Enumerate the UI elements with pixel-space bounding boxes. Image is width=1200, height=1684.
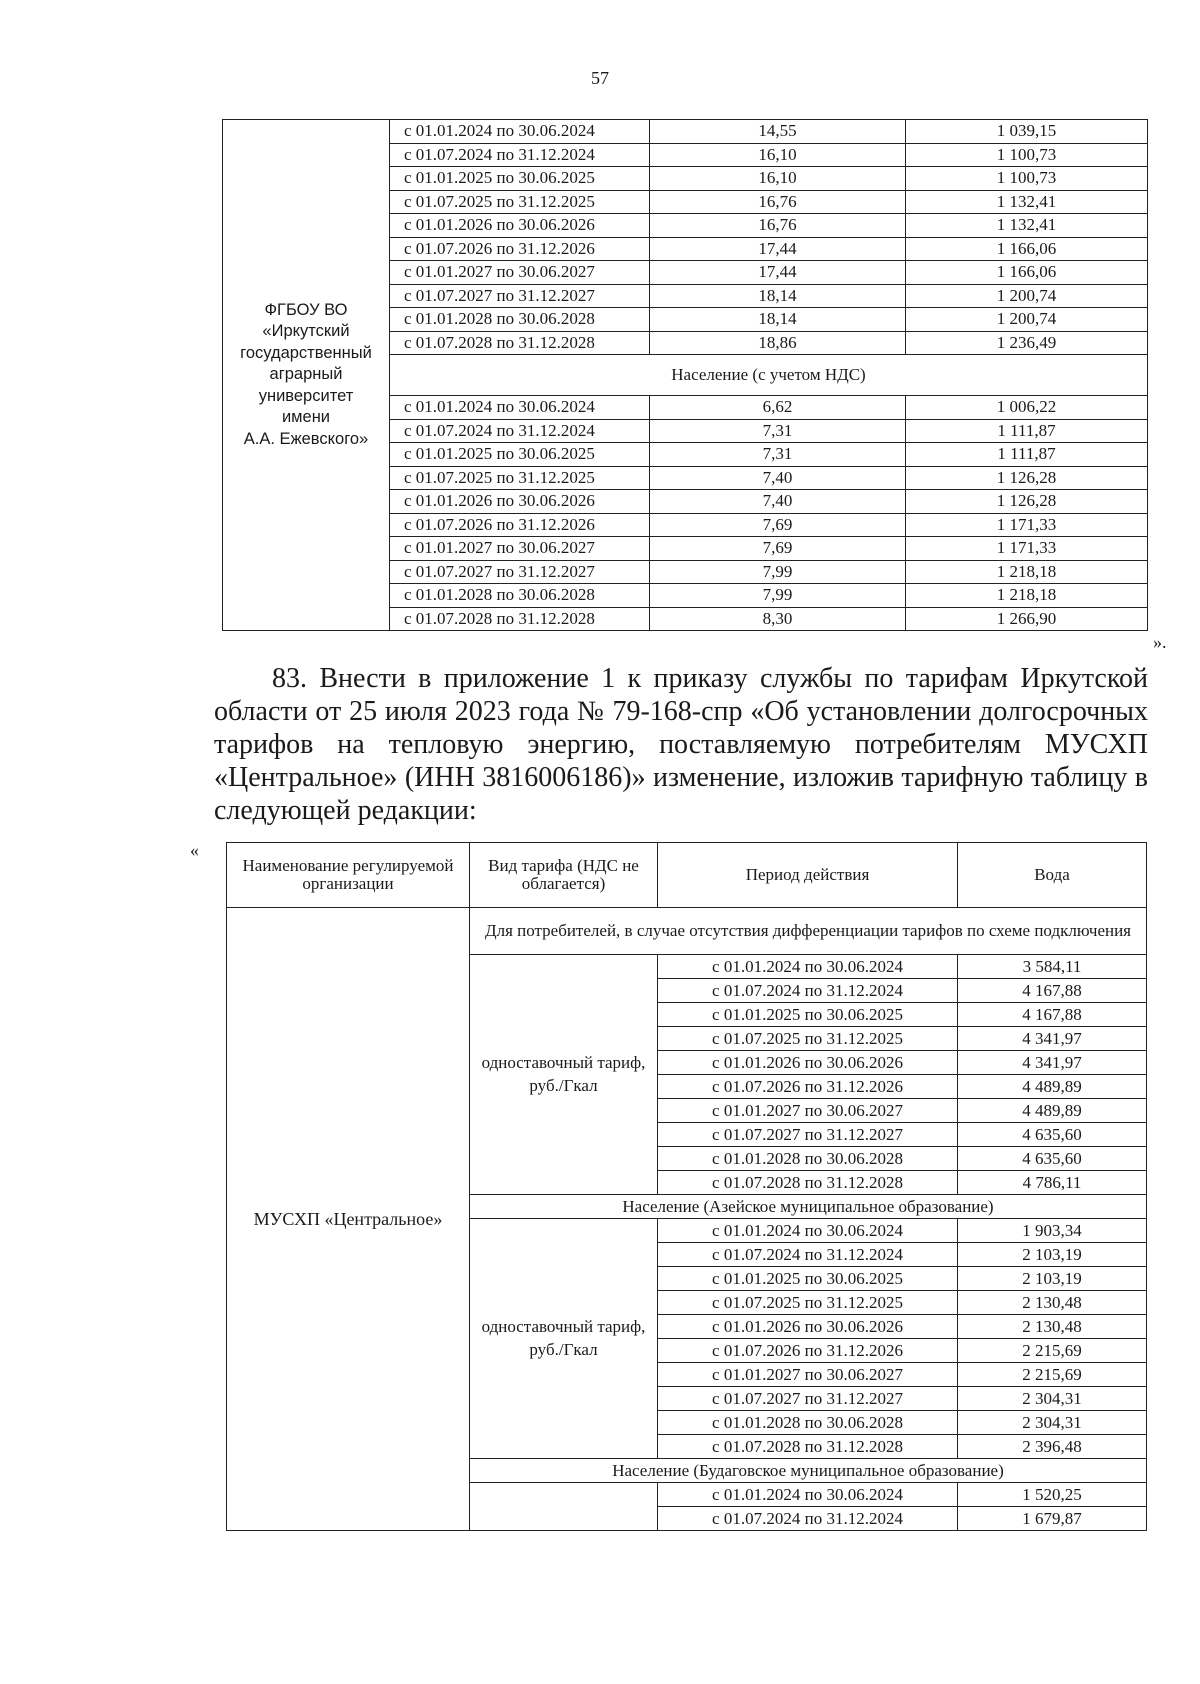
value-cell: 1 166,06 xyxy=(906,261,1148,285)
value-cell: 17,44 xyxy=(650,261,906,285)
value-cell: 1 200,74 xyxy=(906,308,1148,332)
period-cell: с 01.01.2025 по 30.06.2025 xyxy=(658,1267,958,1291)
period-cell: с 01.07.2024 по 31.12.2024 xyxy=(390,143,650,167)
value-cell: 2 215,69 xyxy=(958,1339,1147,1363)
value-cell: 7,40 xyxy=(650,466,906,490)
value-cell: 1 520,25 xyxy=(958,1483,1147,1507)
value-cell: 1 679,87 xyxy=(958,1507,1147,1531)
value-cell: 1 039,15 xyxy=(906,120,1148,144)
period-cell: с 01.01.2024 по 30.06.2024 xyxy=(658,1483,958,1507)
paragraph-83: 83. Внести в приложение 1 к приказу службы по тарифам Иркутской области от 25 июля 2023 года № 79-168-спр «Об установлении долгосрочных тарифов на тепловую энергию, поставляемую потребителям МУСХП «Центральное» (ИНН 3816006186)» изменение, изложив тарифную таблицу в следующей редакции: xyxy=(214,663,1148,826)
value-cell: 16,10 xyxy=(650,167,906,191)
period-cell: с 01.07.2025 по 31.12.2025 xyxy=(390,466,650,490)
value-cell: 18,14 xyxy=(650,284,906,308)
period-cell: с 01.07.2026 по 31.12.2026 xyxy=(658,1075,958,1099)
tariff-kind: одноставочный тариф, руб./Гкал xyxy=(470,1219,658,1459)
value-cell: 2 215,69 xyxy=(958,1363,1147,1387)
value-cell: 1 171,33 xyxy=(906,537,1148,561)
value-cell: 4 341,97 xyxy=(958,1027,1147,1051)
group-label: Население (с учетом НДС) xyxy=(390,355,1148,396)
period-cell: с 01.01.2025 по 30.06.2025 xyxy=(658,1003,958,1027)
period-cell: с 01.01.2024 по 30.06.2024 xyxy=(390,120,650,144)
value-cell: 1 903,34 xyxy=(958,1219,1147,1243)
period-cell: с 01.07.2028 по 31.12.2028 xyxy=(658,1171,958,1195)
period-cell: с 01.07.2025 по 31.12.2025 xyxy=(658,1027,958,1051)
period-cell: с 01.01.2027 по 30.06.2027 xyxy=(390,261,650,285)
period-cell: с 01.07.2026 по 31.12.2026 xyxy=(390,513,650,537)
organization-name-line: государственный xyxy=(240,343,372,362)
value-cell: 4 167,88 xyxy=(958,979,1147,1003)
value-cell: 16,76 xyxy=(650,214,906,238)
period-cell: с 01.01.2028 по 30.06.2028 xyxy=(390,584,650,608)
value-cell: 7,40 xyxy=(650,490,906,514)
value-cell: 2 130,48 xyxy=(958,1315,1147,1339)
value-cell: 14,55 xyxy=(650,120,906,144)
period-cell: с 01.07.2026 по 31.12.2026 xyxy=(658,1339,958,1363)
value-cell: 7,31 xyxy=(650,443,906,467)
period-cell: с 01.07.2027 по 31.12.2027 xyxy=(658,1123,958,1147)
value-cell: 4 341,97 xyxy=(958,1051,1147,1075)
period-cell: с 01.01.2024 по 30.06.2024 xyxy=(390,396,650,420)
organization-name-line: ФГБОУ ВО xyxy=(264,300,348,319)
period-cell: с 01.07.2027 по 31.12.2027 xyxy=(658,1387,958,1411)
value-cell: 2 304,31 xyxy=(958,1387,1147,1411)
value-cell: 4 635,60 xyxy=(958,1147,1147,1171)
tariff-table-centralnoe xyxy=(226,842,1147,1531)
value-cell: 7,31 xyxy=(650,419,906,443)
value-cell: 4 786,11 xyxy=(958,1171,1147,1195)
value-cell: 6,62 xyxy=(650,396,906,420)
period-cell: с 01.07.2024 по 31.12.2024 xyxy=(658,1507,958,1531)
period-cell: с 01.01.2028 по 30.06.2028 xyxy=(658,1411,958,1435)
period-cell: с 01.01.2025 по 30.06.2025 xyxy=(390,167,650,191)
value-cell: 4 489,89 xyxy=(958,1099,1147,1123)
period-cell: с 01.07.2025 по 31.12.2025 xyxy=(390,190,650,214)
opening-quote: « xyxy=(190,840,199,860)
period-cell: с 01.01.2028 по 30.06.2028 xyxy=(658,1147,958,1171)
value-cell: 18,86 xyxy=(650,331,906,355)
value-cell: 4 635,60 xyxy=(958,1123,1147,1147)
value-cell: 1 111,87 xyxy=(906,443,1148,467)
period-cell: с 01.07.2027 по 31.12.2027 xyxy=(390,560,650,584)
period-cell: с 01.01.2027 по 30.06.2027 xyxy=(390,537,650,561)
value-cell: 16,76 xyxy=(650,190,906,214)
value-cell: 1 100,73 xyxy=(906,167,1148,191)
period-cell: с 01.07.2026 по 31.12.2026 xyxy=(390,237,650,261)
group-row xyxy=(227,908,1147,955)
value-cell: 2 130,48 xyxy=(958,1291,1147,1315)
period-cell: с 01.01.2025 по 30.06.2025 xyxy=(390,443,650,467)
value-cell: 7,99 xyxy=(650,560,906,584)
value-cell: 1 111,87 xyxy=(906,419,1148,443)
period-cell: с 01.07.2024 по 31.12.2024 xyxy=(390,419,650,443)
period-cell: с 01.01.2026 по 30.06.2026 xyxy=(658,1051,958,1075)
closing-quote: ». xyxy=(1153,632,1167,652)
value-cell: 1 218,18 xyxy=(906,584,1148,608)
value-cell: 8,30 xyxy=(650,607,906,631)
organization-name-line: аграрный xyxy=(269,365,343,384)
group-label: Население (Будаговское муниципальное образование) xyxy=(470,1459,1147,1483)
period-cell: с 01.07.2025 по 31.12.2025 xyxy=(658,1291,958,1315)
period-cell: с 01.07.2028 по 31.12.2028 xyxy=(390,607,650,631)
period-cell: с 01.01.2028 по 30.06.2028 xyxy=(390,308,650,332)
value-cell: 1 266,90 xyxy=(906,607,1148,631)
value-cell: 1 200,74 xyxy=(906,284,1148,308)
header-row xyxy=(227,843,1147,908)
value-cell: 4 489,89 xyxy=(958,1075,1147,1099)
tariff-kind: одноставочный тариф, руб./Гкал xyxy=(470,955,658,1195)
value-cell: 7,69 xyxy=(650,513,906,537)
value-cell: 7,69 xyxy=(650,537,906,561)
value-cell: 1 166,06 xyxy=(906,237,1148,261)
organization-name xyxy=(223,120,390,631)
value-cell: 1 132,41 xyxy=(906,214,1148,238)
organization-name-line: «Иркутский xyxy=(262,322,350,341)
period-cell: с 01.07.2028 по 31.12.2028 xyxy=(390,331,650,355)
value-cell: 3 584,11 xyxy=(958,955,1147,979)
value-cell: 18,14 xyxy=(650,308,906,332)
period-cell: с 01.01.2026 по 30.06.2026 xyxy=(658,1315,958,1339)
value-cell: 2 103,19 xyxy=(958,1243,1147,1267)
value-cell: 1 171,33 xyxy=(906,513,1148,537)
value-cell: 1 126,28 xyxy=(906,466,1148,490)
tariff-table-continuation xyxy=(222,119,1148,631)
value-cell: 1 126,28 xyxy=(906,490,1148,514)
header-period: Период действия xyxy=(658,843,958,908)
period-cell: с 01.01.2026 по 30.06.2026 xyxy=(390,214,650,238)
period-cell: с 01.01.2026 по 30.06.2026 xyxy=(390,490,650,514)
value-cell: 1 100,73 xyxy=(906,143,1148,167)
value-cell: 1 236,49 xyxy=(906,331,1148,355)
page-number: 57 xyxy=(591,68,609,88)
organization-name-line: А.А. Ежевского» xyxy=(243,429,369,448)
value-cell: 1 132,41 xyxy=(906,190,1148,214)
table-row xyxy=(223,120,1148,144)
value-cell: 16,10 xyxy=(650,143,906,167)
tariff-kind xyxy=(470,1483,658,1531)
value-cell: 1 218,18 xyxy=(906,560,1148,584)
value-cell: 17,44 xyxy=(650,237,906,261)
period-cell: с 01.01.2024 по 30.06.2024 xyxy=(658,1219,958,1243)
period-cell: с 01.07.2027 по 31.12.2027 xyxy=(390,284,650,308)
period-cell: с 01.07.2028 по 31.12.2028 xyxy=(658,1435,958,1459)
period-cell: с 01.01.2027 по 30.06.2027 xyxy=(658,1363,958,1387)
value-cell: 2 396,48 xyxy=(958,1435,1147,1459)
period-cell: с 01.01.2027 по 30.06.2027 xyxy=(658,1099,958,1123)
value-cell: 2 304,31 xyxy=(958,1411,1147,1435)
header-water: Вода xyxy=(958,843,1147,908)
period-cell: с 01.01.2024 по 30.06.2024 xyxy=(658,955,958,979)
header-tariff-type: Вид тарифа (НДС не облагается) xyxy=(470,843,658,908)
value-cell: 1 006,22 xyxy=(906,396,1148,420)
period-cell: с 01.07.2024 по 31.12.2024 xyxy=(658,1243,958,1267)
organization-name-line: университет xyxy=(258,386,354,405)
value-cell: 2 103,19 xyxy=(958,1267,1147,1291)
period-cell: с 01.07.2024 по 31.12.2024 xyxy=(658,979,958,1003)
organization-name: МУСХП «Центральное» xyxy=(227,908,470,1531)
organization-name-line: имени xyxy=(281,408,331,427)
value-cell: 4 167,88 xyxy=(958,1003,1147,1027)
group-label: Для потребителей, в случае отсутствия дифференциации тарифов по схеме подключения xyxy=(470,908,1147,955)
group-label: Население (Азейское муниципальное образование) xyxy=(470,1195,1147,1219)
header-org: Наименование регулируемой организации xyxy=(227,843,470,908)
value-cell: 7,99 xyxy=(650,584,906,608)
